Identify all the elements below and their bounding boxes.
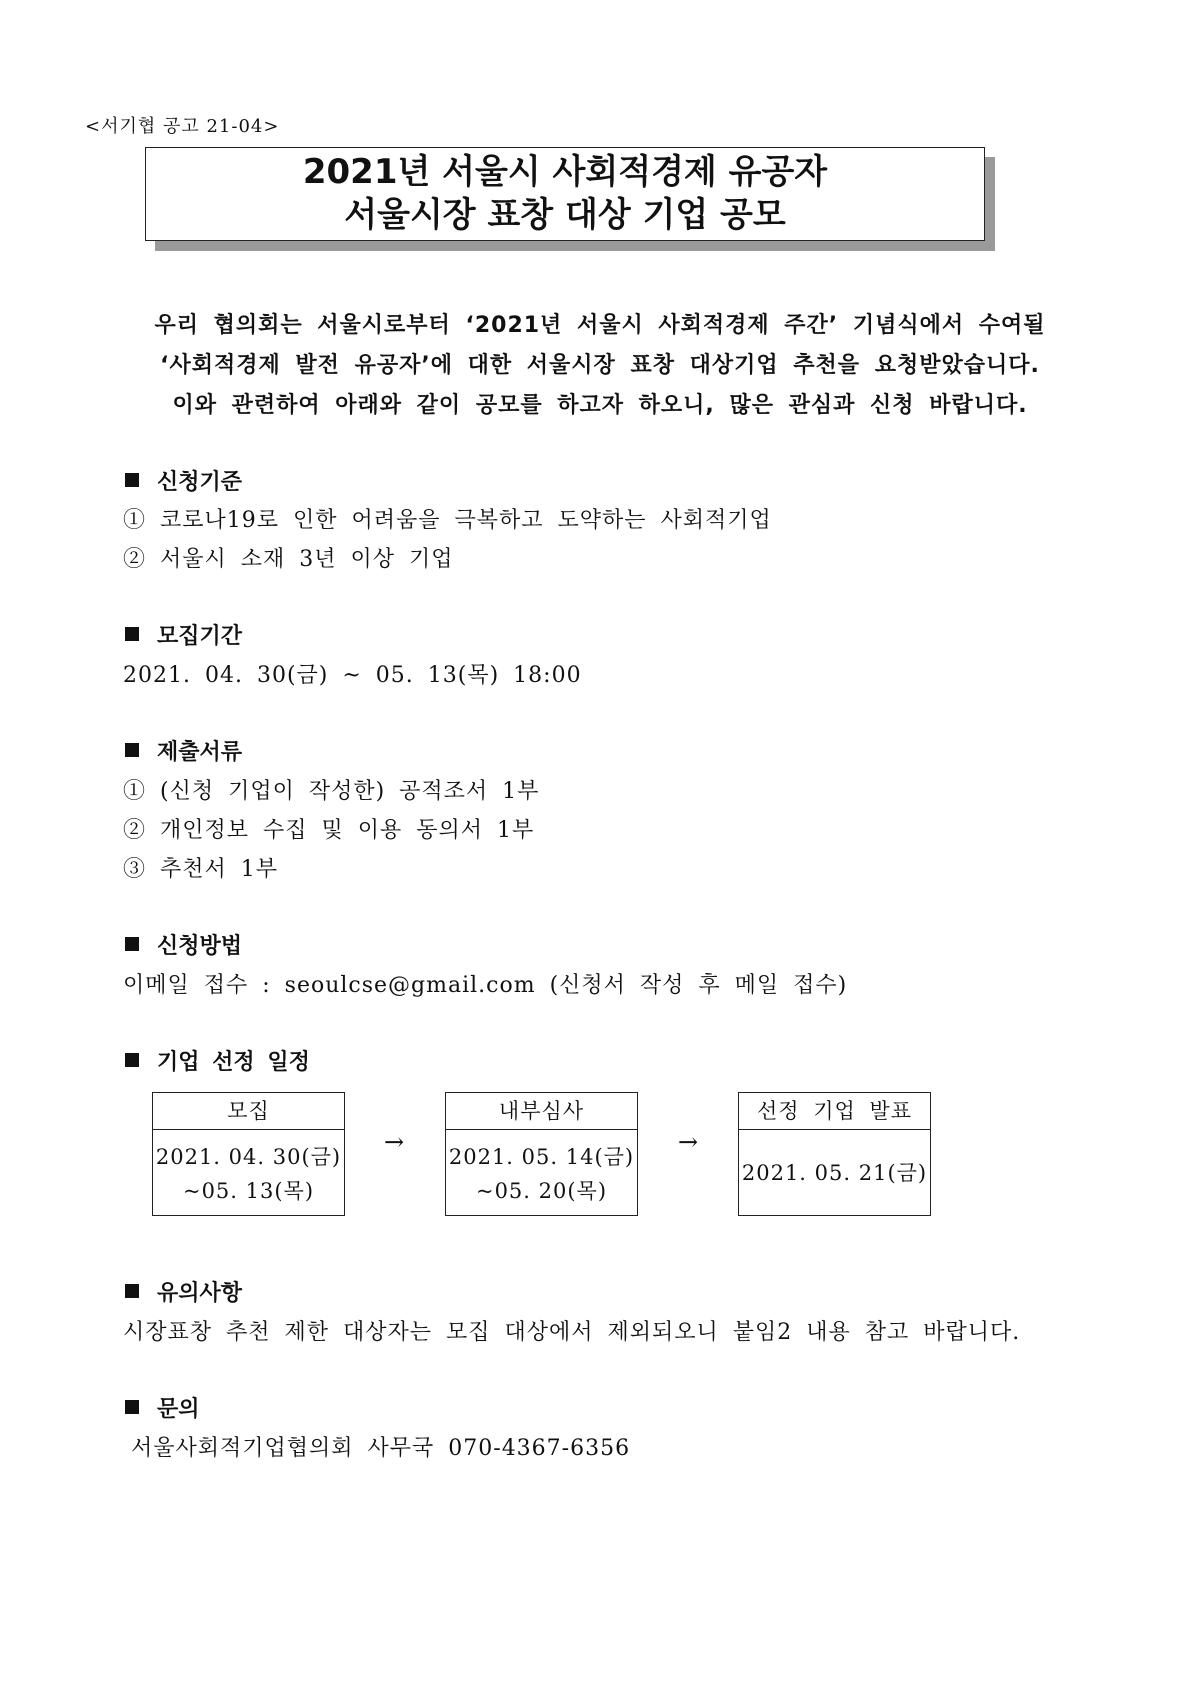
schedule-date-line: 2021. 05. 14(금) [448, 1145, 635, 1169]
title-line-2: 서울시장 표창 대상 기업 공모 [344, 195, 786, 235]
arrow-right-icon: → [678, 1128, 699, 1156]
heading-text: 기업 선정 일정 [157, 1050, 310, 1075]
schedule-date-line: ~05. 20(목) [475, 1179, 608, 1203]
square-bullet-icon [125, 743, 139, 757]
schedule-date-line: ~05. 13(목) [182, 1179, 315, 1203]
heading-text: 제출서류 [157, 740, 243, 765]
schedule-step-review [445, 1092, 638, 1216]
section-heading-notes [125, 1276, 242, 1307]
heading-text: 신청기준 [157, 470, 243, 495]
heading-text: 문의 [157, 1397, 200, 1422]
schedule-step-recruit [152, 1092, 345, 1216]
heading-text: 유의사항 [157, 1281, 243, 1306]
schedule-step-label: 내부심사 [446, 1093, 637, 1130]
contact-item: 서울사회적기업협의회 사무국 070-4367-6356 [131, 1436, 631, 1461]
section-heading-contact [125, 1392, 200, 1423]
section-heading-documents [125, 735, 242, 766]
section-heading-period [125, 619, 242, 650]
criteria-item: ② 서울시 소재 3년 이상 기업 [123, 547, 454, 572]
documents-item: ① (신청 기업이 작성한) 공적조서 1부 [123, 779, 540, 804]
title-line-1: 2021년 서울시 사회적경제 유공자 [302, 152, 828, 192]
notes-item: 시장표창 추천 제한 대상자는 모집 대상에서 제외되오니 붙임2 내용 참고 바랍니다. [123, 1320, 1021, 1345]
intro-line: ‘사회적경제 발전 유공자’에 대한 서울시장 표창 대상기업 추천을 요청받았습니다. [160, 353, 1040, 378]
intro-line: 우리 협의회는 서울시로부터 ‘2021년 서울시 사회적경제 주간’ 기념식에서 수여될 [154, 313, 1046, 338]
intro-paragraph [110, 306, 1090, 426]
square-bullet-icon [125, 1284, 139, 1298]
document-title [145, 147, 985, 241]
section-heading-method [125, 929, 242, 960]
schedule-step-announce [738, 1092, 931, 1216]
schedule-step-dates [153, 1130, 344, 1208]
schedule-date-line: 2021. 04. 30(금) [155, 1145, 342, 1169]
schedule-step-dates [446, 1130, 637, 1208]
square-bullet-icon [125, 1400, 139, 1414]
square-bullet-icon [125, 1053, 139, 1067]
schedule-step-dates [739, 1130, 930, 1190]
criteria-item: ① 코로나19로 인한 어려움을 극복하고 도약하는 사회적기업 [123, 508, 772, 533]
heading-text: 신청방법 [157, 934, 243, 959]
schedule-date-line: 2021. 05. 21(금) [741, 1161, 928, 1185]
notice-number: <서기협 공고 21-04> [85, 116, 280, 137]
method-item: 이메일 접수 : seoulcse@gmail.com (신청서 작성 후 메일 접수) [123, 973, 848, 998]
schedule-step-label: 선정 기업 발표 [739, 1093, 930, 1130]
square-bullet-icon [125, 473, 139, 487]
period-item: 2021. 04. 30(금) ~ 05. 13(목) 18:00 [123, 663, 582, 688]
documents-item: ② 개인정보 수집 및 이용 동의서 1부 [123, 818, 535, 843]
section-heading-schedule [125, 1045, 310, 1076]
square-bullet-icon [125, 937, 139, 951]
heading-text: 모집기간 [157, 624, 243, 649]
arrow-right-icon: → [384, 1128, 405, 1156]
intro-line: 이와 관련하여 아래와 같이 공모를 하고자 하오니, 많은 관심과 신청 바랍니다. [172, 393, 1028, 418]
section-heading-criteria [125, 465, 242, 496]
schedule-step-label: 모집 [153, 1093, 344, 1130]
documents-item: ③ 추천서 1부 [123, 857, 278, 882]
square-bullet-icon [125, 627, 139, 641]
